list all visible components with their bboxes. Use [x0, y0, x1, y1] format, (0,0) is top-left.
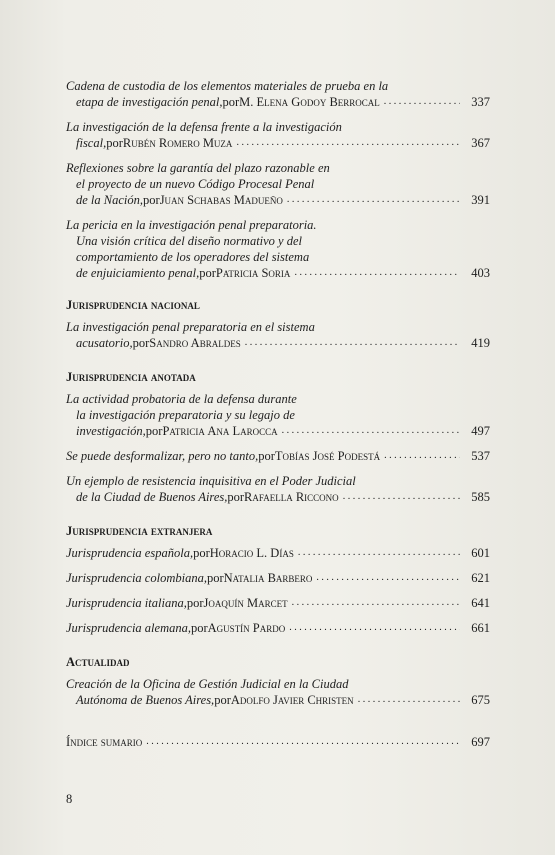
folio-page-number: 8 — [66, 792, 73, 806]
dot-leader — [292, 593, 460, 611]
entry-title-line: La investigación penal preparatoria en el sistema — [66, 320, 315, 334]
dot-leader — [384, 446, 460, 464]
entry-author: Horacio L. Días — [209, 546, 294, 560]
page-number: 661 — [471, 621, 490, 635]
toc-entry[interactable] — [66, 78, 490, 112]
dot-leader — [282, 421, 460, 439]
toc-entry-index[interactable] — [66, 734, 490, 752]
entry-author: M. Elena Godoy Berrocal — [239, 95, 380, 109]
page-number: 601 — [471, 546, 490, 560]
dot-leader — [358, 690, 460, 708]
toc-entry[interactable] — [66, 217, 490, 283]
page-number: 697 — [471, 735, 490, 749]
by-word: por — [199, 266, 216, 280]
section-heading-nacional: Jurisprudencia nacional — [66, 298, 200, 312]
dot-leader — [316, 568, 460, 586]
entry-title-line: Creación de la Oficina de Gestión Judicial en la Ciudad — [66, 677, 349, 691]
entry-author: Sandro Abraldes — [149, 336, 241, 350]
entry-title-end: Jurisprudencia alemana, — [66, 621, 191, 635]
dot-leader — [287, 190, 460, 208]
dot-leader — [298, 543, 460, 561]
toc-entry[interactable] — [66, 620, 490, 638]
section-heading-actualidad: Actualidad — [66, 655, 130, 669]
page-number: 675 — [471, 693, 490, 707]
by-word: por — [227, 490, 245, 504]
page-number: 585 — [471, 490, 490, 504]
dot-leader — [236, 133, 460, 151]
page-number: 403 — [471, 266, 490, 280]
page-number: 497 — [471, 424, 490, 438]
toc-entry[interactable] — [66, 676, 490, 710]
page-number: 537 — [471, 449, 490, 463]
dot-leader — [289, 618, 460, 636]
toc-entry[interactable] — [66, 545, 490, 563]
page-number: 419 — [471, 336, 490, 350]
table-of-contents — [66, 78, 490, 759]
toc-entry[interactable] — [66, 473, 490, 507]
by-word: por — [190, 621, 208, 635]
by-word: por — [132, 336, 150, 350]
section-heading-extranjera: Jurisprudencia extranjera — [66, 524, 213, 538]
page-number: 367 — [471, 136, 490, 150]
entry-title-end: Jurisprudencia italiana, — [66, 596, 187, 610]
entry-author: Joaquín Marcet — [203, 596, 288, 610]
toc-entry[interactable] — [66, 319, 490, 353]
entry-author: Patricia Soria — [215, 266, 291, 280]
entry-title-line: Un ejemplo de resistencia inquisitiva en el Poder Judicial — [66, 474, 356, 488]
entry-title-end: etapa de investigación penal, — [76, 95, 223, 109]
entry-author: Rubén Romero Muza — [122, 136, 233, 150]
entry-author: Rafaella Riccono — [244, 490, 339, 504]
entry-title-line: Cadena de custodia de los elementos materiales de prueba en la — [66, 79, 389, 93]
dot-leader — [343, 487, 460, 505]
entry-title-line: el proyecto de un nuevo Código Procesal Penal — [76, 177, 315, 191]
entry-author: Juan Schabas Madueño — [159, 193, 283, 207]
toc-group-articles — [66, 78, 490, 283]
entry-author: Adolfo Javier Christen — [230, 693, 354, 707]
entry-title-line: La actividad probatoria de la defensa durante — [66, 392, 297, 406]
toc-group-nacional — [66, 319, 490, 353]
entry-title-end: Jurisprudencia española, — [66, 546, 194, 560]
by-word: por — [214, 693, 231, 707]
toc-entry[interactable] — [66, 570, 490, 588]
toc-group-actualidad — [66, 676, 490, 710]
toc-entry[interactable] — [66, 448, 490, 466]
section-heading-anotada: Jurisprudencia anotada — [66, 370, 196, 384]
entry-title-end: de la Ciudad de Buenos Aires, — [76, 490, 228, 504]
entry-title-line: la investigación preparatoria y su legajo de — [76, 408, 295, 422]
entry-title-line: Una visión crítica del diseño normativo y del — [76, 234, 303, 248]
dot-leader — [384, 92, 460, 110]
toc-entry[interactable] — [66, 391, 490, 441]
entry-title-line: La pericia en la investigación penal preparatoria. — [66, 218, 317, 232]
entry-title-line: comportamiento de los operadores del sistema — [76, 250, 310, 264]
entry-author: Tobías José Podestá — [274, 449, 381, 463]
toc-entry[interactable] — [66, 595, 490, 613]
page-number: 641 — [471, 596, 490, 610]
dot-leader — [146, 732, 460, 750]
toc-entry[interactable] — [66, 160, 490, 210]
toc-entry[interactable] — [66, 119, 490, 153]
by-word: por — [143, 193, 160, 207]
page-number: 391 — [471, 193, 490, 207]
by-word: por — [222, 95, 240, 109]
dot-leader — [294, 263, 460, 281]
page-number: 621 — [471, 571, 490, 585]
by-word: por — [258, 449, 275, 463]
by-word: por — [145, 424, 163, 438]
toc-group-extranjera — [66, 545, 490, 638]
entry-author: Natalia Barbero — [223, 571, 313, 585]
entry-title-end: Autónoma de Buenos Aires, — [76, 693, 215, 707]
by-word: por — [186, 596, 204, 610]
entry-title-end: Jurisprudencia colombiana, — [66, 571, 207, 585]
entry-title-line: La investigación de la defensa frente a la investigación — [66, 120, 342, 134]
entry-title-end: de enjuiciamiento penal, — [76, 266, 200, 280]
index-label: Índice sumario — [66, 735, 143, 749]
entry-title-end: Se puede desformalizar, pero no tanto, — [66, 449, 259, 463]
entry-author: Agustín Pardo — [207, 621, 286, 635]
by-word: por — [106, 136, 123, 150]
dot-leader — [245, 333, 460, 351]
entry-title-line: Reflexiones sobre la garantía del plazo razonable en — [66, 161, 330, 175]
toc-group-anotada — [66, 391, 490, 507]
entry-title-end: investigación, — [76, 424, 146, 438]
entry-author: Patricia Ana Larocca — [162, 424, 278, 438]
entry-title-end: de la Nación, — [76, 193, 144, 207]
entry-title-end: fiscal, — [76, 136, 107, 150]
by-word: por — [206, 571, 224, 585]
entry-title-end: acusatorio, — [76, 336, 133, 350]
by-word: por — [193, 546, 210, 560]
page-number: 337 — [471, 95, 490, 109]
